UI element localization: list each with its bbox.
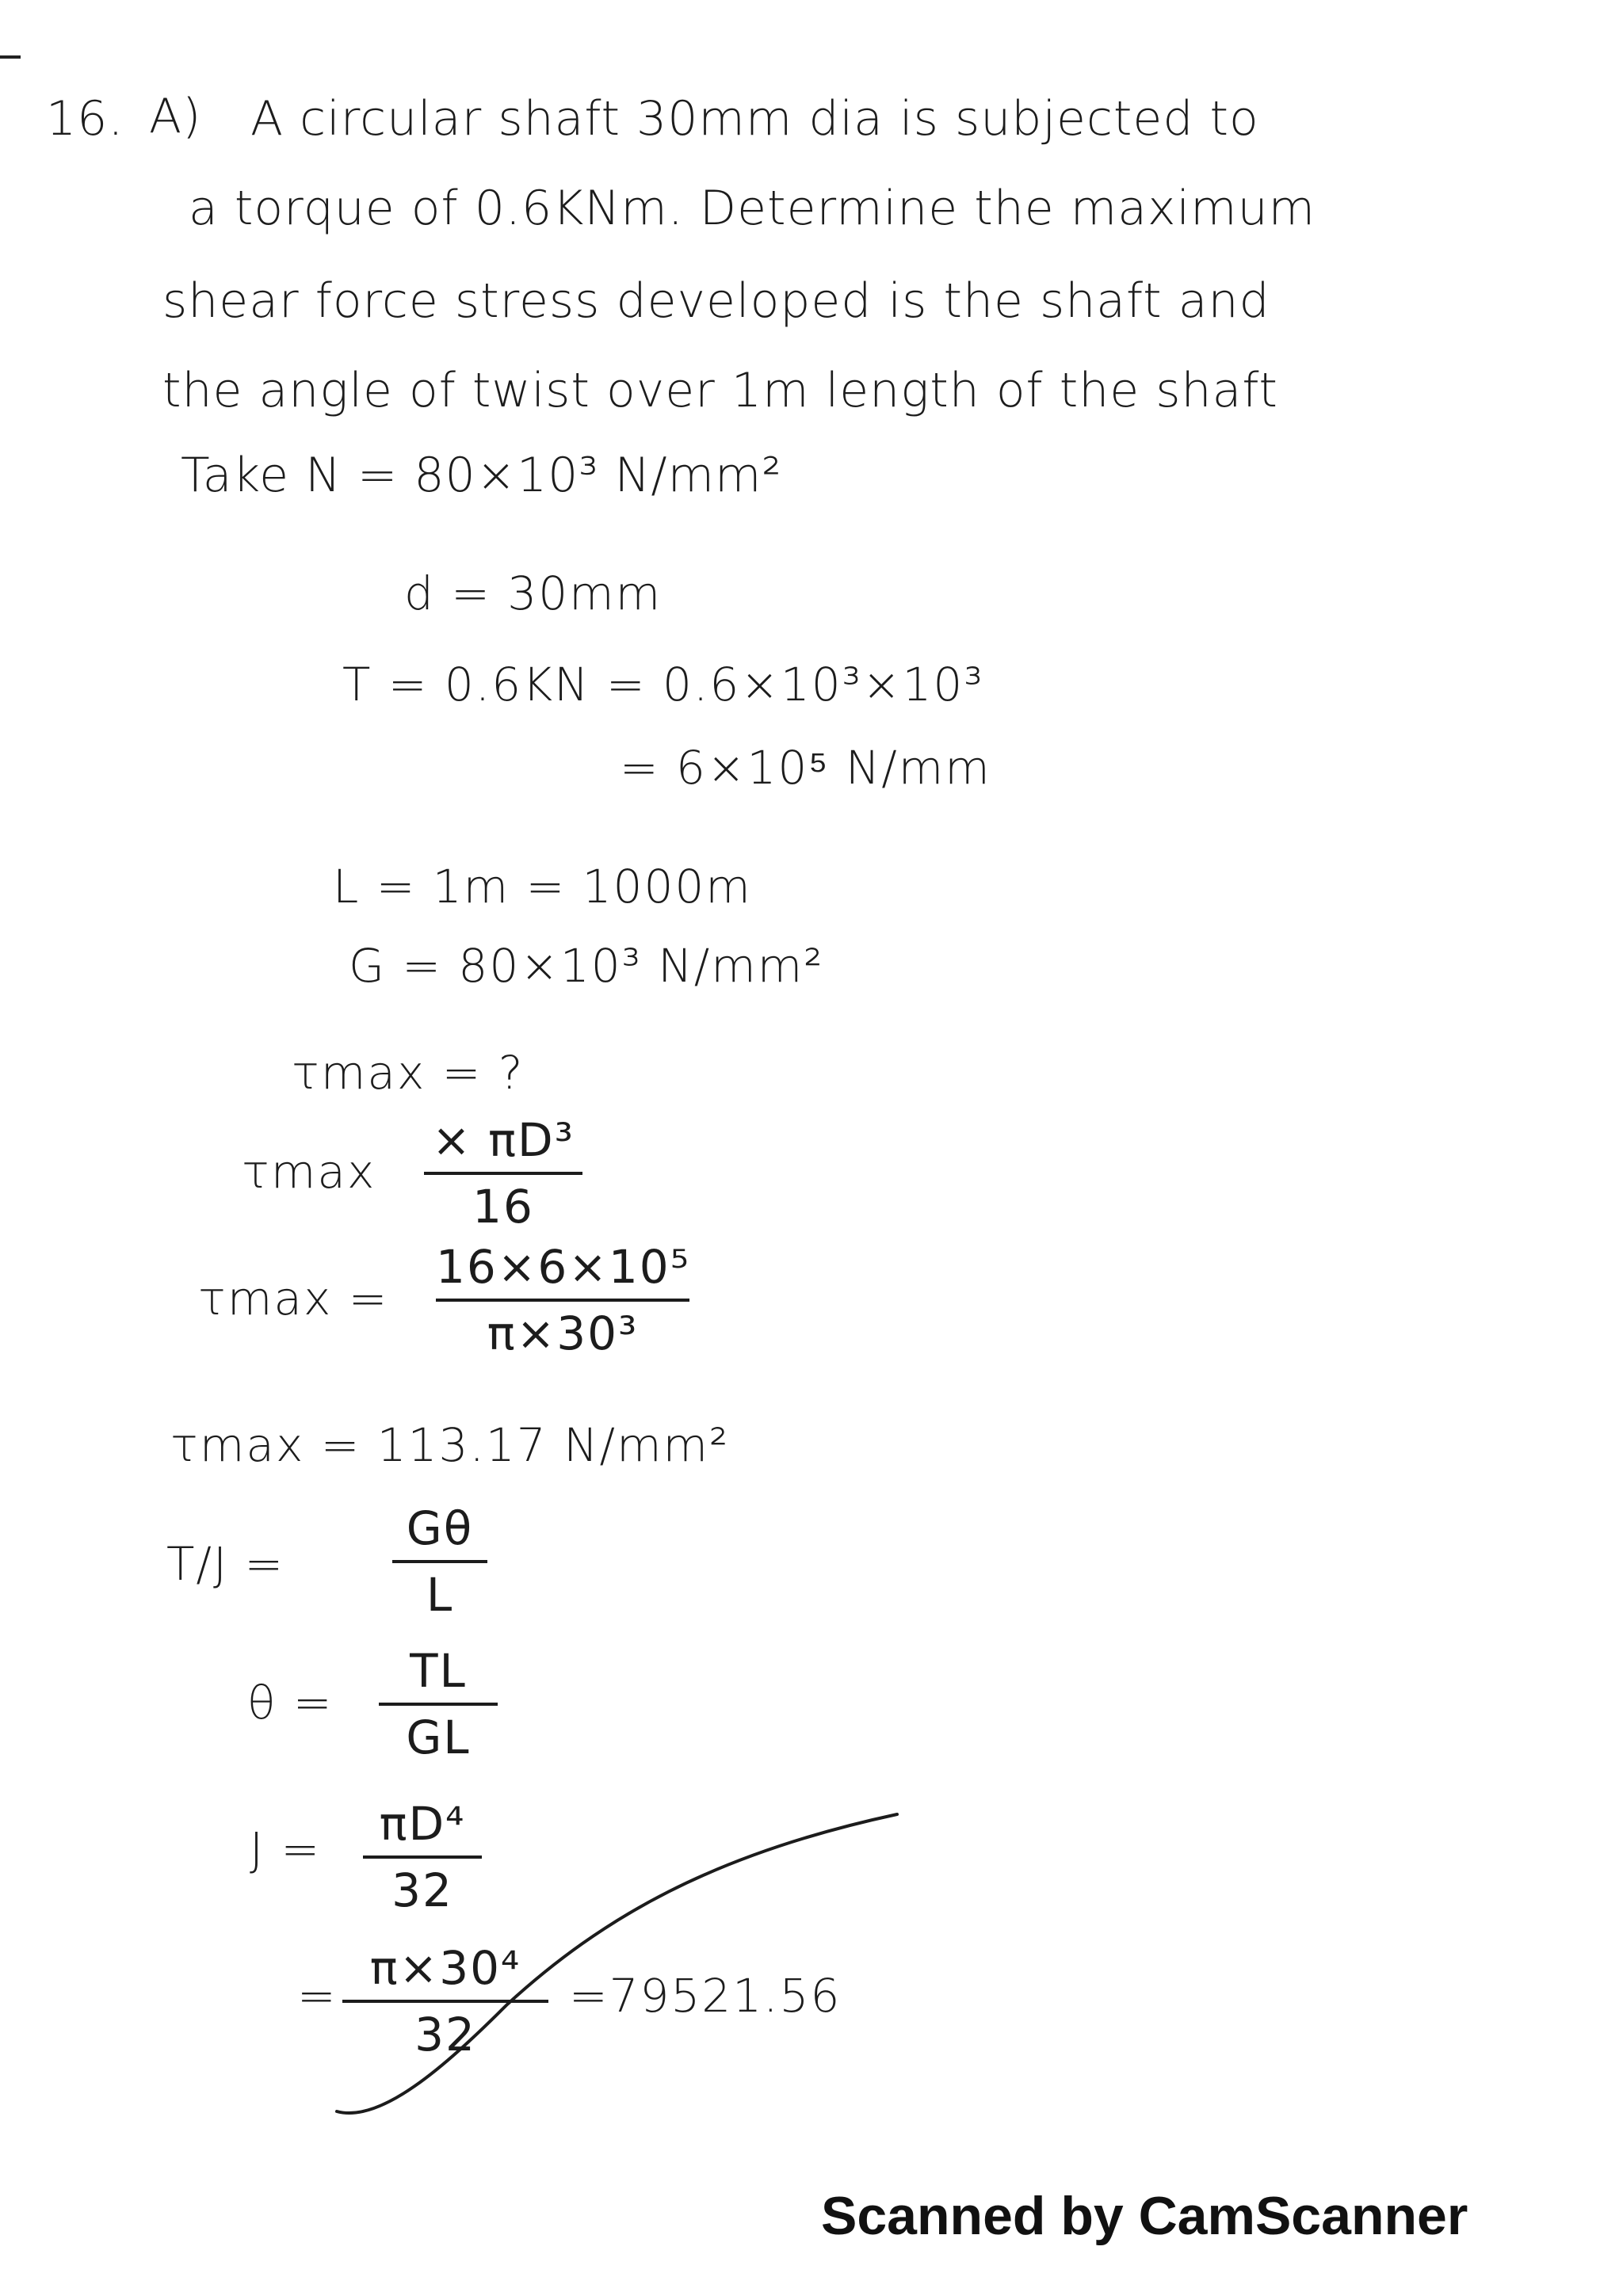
j-fraction xyxy=(363,1797,482,1917)
question-line-4: the angle of twist over 1m length of the shaft xyxy=(162,363,1278,418)
fraction-bar xyxy=(424,1172,582,1175)
calc-denominator: π×30³ xyxy=(487,1306,639,1360)
calc-numerator: 16×6×10⁵ xyxy=(436,1240,690,1294)
given-length: L = 1m = 1000m xyxy=(333,860,752,913)
question-number: 16. xyxy=(46,91,124,147)
formula-lhs: τmax xyxy=(242,1145,376,1199)
question-line-3: shear force stress developed is the shaft and xyxy=(162,273,1270,329)
tau-max-result: τmax = 113.17 N/mm² xyxy=(170,1418,730,1472)
given-modulus: G = 80×10³ N/mm² xyxy=(349,939,824,993)
calc-lhs: τmax = xyxy=(198,1272,389,1325)
torsion-numerator: Gθ xyxy=(406,1501,474,1555)
fraction-bar xyxy=(379,1703,498,1706)
question-part: A) xyxy=(149,89,202,144)
theta-numerator: TL xyxy=(410,1644,467,1698)
fraction-bar xyxy=(363,1855,482,1859)
j2-result: =79521.56 xyxy=(569,1969,842,2023)
formula-numerator: × πD³ xyxy=(432,1113,575,1167)
given-diameter: d = 30mm xyxy=(404,566,663,620)
scan-corner-mark xyxy=(0,55,21,59)
j-denominator: 32 xyxy=(391,1863,453,1917)
theta-fraction xyxy=(379,1644,498,1764)
formula-denominator: 16 xyxy=(472,1180,534,1234)
question-line-1: A circular shaft 30mm dia is subjected to xyxy=(250,91,1259,147)
torsion-lhs: T/J = xyxy=(166,1537,285,1591)
fraction-bar xyxy=(436,1299,689,1302)
fraction-bar xyxy=(392,1560,487,1563)
j2-lhs: = xyxy=(297,1969,338,2023)
j2-denominator: 32 xyxy=(414,2008,476,2061)
j-numerator: πD⁴ xyxy=(379,1797,466,1851)
j2-fraction xyxy=(342,1941,548,2061)
question-line-2: a torque of 0.6KNm. Determine the maximum xyxy=(189,181,1316,236)
torsion-denominator: L xyxy=(426,1568,454,1622)
fraction-bar xyxy=(342,2000,548,2003)
theta-denominator: GL xyxy=(406,1711,471,1764)
tau-max-unknown: τmax = ? xyxy=(292,1046,525,1100)
theta-lhs: θ = xyxy=(247,1676,334,1730)
given-torque: T = 0.6KN = 0.6×10³×10³ xyxy=(342,658,984,711)
j-lhs: J = xyxy=(250,1822,322,1876)
j2-numerator: π×30⁴ xyxy=(369,1941,521,1995)
camscanner-watermark: Scanned by CamScanner xyxy=(821,2186,1468,2246)
question-line-5: Take N = 80×10³ N/mm² xyxy=(181,448,782,503)
formula-fraction xyxy=(424,1113,582,1234)
torsion-fraction xyxy=(392,1501,487,1622)
calc-fraction xyxy=(436,1240,689,1360)
given-torque-converted: = 6×10⁵ N/mm xyxy=(620,741,991,795)
